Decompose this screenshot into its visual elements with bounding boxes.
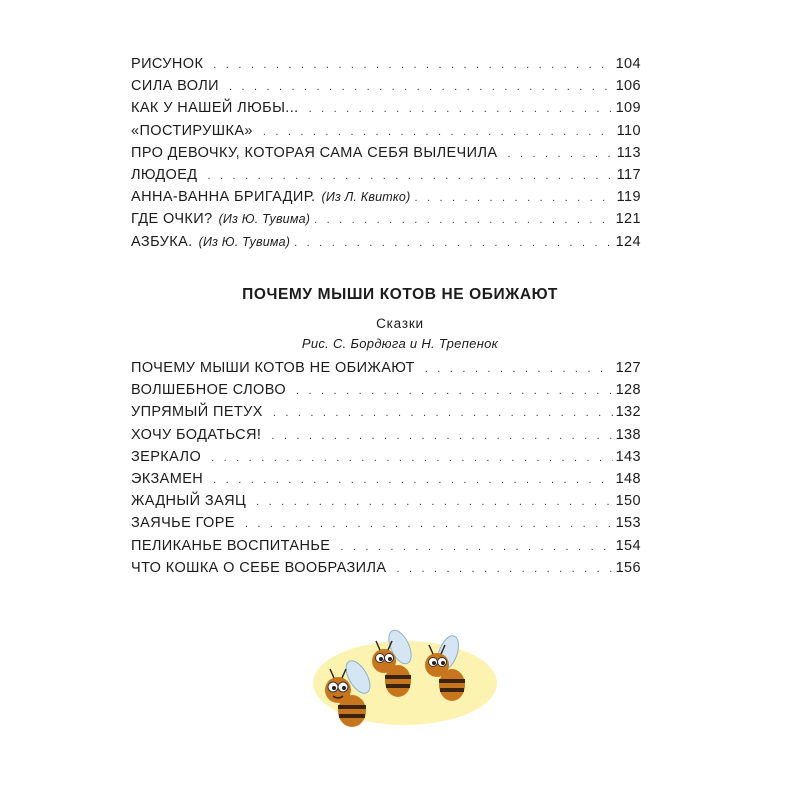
leader-dots bbox=[213, 59, 612, 71]
toc-entry-page: 154 bbox=[615, 537, 641, 554]
toc-entry-title: КАК У НАШЕЙ ЛЮБЫ... bbox=[131, 100, 299, 117]
toc-entry bbox=[131, 211, 641, 233]
three-bees-illustration bbox=[300, 625, 500, 735]
toc-entry-title: ЭКЗАМЕН bbox=[131, 470, 204, 487]
toc-entry-page: 150 bbox=[615, 493, 641, 510]
leader-dots bbox=[213, 474, 612, 486]
toc-entry bbox=[131, 167, 641, 189]
toc-entry bbox=[131, 56, 641, 78]
toc-entry-page: 124 bbox=[615, 233, 641, 250]
toc-entry-page: 153 bbox=[615, 515, 641, 532]
toc-entry bbox=[131, 560, 641, 582]
toc-entry-page: 127 bbox=[615, 360, 641, 376]
leader-dots bbox=[507, 148, 613, 160]
leader-dots bbox=[256, 496, 612, 508]
toc-entry-title: ПЕЛИКАНЬЕ ВОСПИТАНЬЕ bbox=[131, 537, 331, 554]
toc-entry-title: РИСУНОК bbox=[131, 56, 204, 72]
toc-entry bbox=[131, 123, 641, 145]
toc-entry-page: 113 bbox=[616, 144, 641, 161]
toc-entry-title: ПРО ДЕВОЧКУ, КОТОРАЯ САМА СЕБЯ ВЫЛЕЧИЛА bbox=[131, 144, 498, 161]
toc-entry bbox=[131, 189, 641, 211]
toc-entry bbox=[131, 471, 641, 493]
toc-entry-title: АННА-ВАННА БРИГАДИР. bbox=[131, 189, 316, 206]
toc-entry-page: 148 bbox=[615, 470, 641, 487]
toc-entry-page: 143 bbox=[615, 448, 641, 465]
leader-dots bbox=[229, 81, 613, 93]
leader-dots bbox=[273, 407, 613, 419]
toc-entry-page: 156 bbox=[615, 559, 641, 576]
toc-entry-title: ХОЧУ БОДАТЬСЯ! bbox=[131, 426, 262, 443]
toc-entry-page: 132 bbox=[615, 404, 641, 421]
leader-dots bbox=[208, 170, 614, 182]
toc-entry-page: 119 bbox=[616, 189, 641, 206]
toc-entry-title: ЛЮДОЕД bbox=[131, 166, 198, 183]
toc-entry-title: ПОЧЕМУ МЫШИ КОТОВ НЕ ОБИЖАЮТ bbox=[131, 360, 415, 376]
toc-entry-title: «ПОСТИРУШКА» bbox=[131, 122, 253, 139]
leader-dots bbox=[309, 103, 613, 115]
toc-entry bbox=[131, 100, 641, 122]
toc-entry-title: ВОЛШЕБНОЕ СЛОВО bbox=[131, 382, 287, 399]
toc-entry-author: (Из Ю. Тувима) bbox=[218, 212, 311, 227]
leader-dots bbox=[414, 192, 613, 204]
toc-entry bbox=[131, 404, 641, 426]
toc-entry bbox=[131, 449, 641, 471]
toc-entry-page: 121 bbox=[615, 211, 641, 228]
leader-dots bbox=[425, 363, 613, 375]
toc-entry-title: ЗЕРКАЛО bbox=[131, 448, 202, 465]
section-title: ПОЧЕМУ МЫШИ КОТОВ НЕ ОБИЖАЮТ bbox=[242, 286, 558, 303]
toc-entry bbox=[131, 538, 641, 560]
leader-dots bbox=[263, 126, 614, 138]
leader-dots bbox=[396, 563, 612, 575]
leader-dots bbox=[211, 452, 612, 464]
toc-entry-title: ЗАЯЧЬЕ ГОРЕ bbox=[131, 515, 235, 532]
toc-entry-author: (Из Л. Квитко) bbox=[321, 190, 411, 205]
toc-entry-page: 109 bbox=[615, 100, 641, 117]
toc-entry bbox=[131, 515, 641, 537]
toc-entry-title: АЗБУКА. bbox=[131, 233, 193, 250]
toc-entry-page: 106 bbox=[615, 78, 641, 95]
section-credit: Рис. С. Бордюга и Н. Трепенок bbox=[301, 336, 499, 351]
toc-entry-title: ЧТО КОШКА О СЕБЕ ВООБРАЗИЛА bbox=[131, 559, 387, 576]
toc-entry-page: 117 bbox=[616, 166, 641, 183]
toc-entry-title: ГДЕ ОЧКИ? bbox=[131, 211, 213, 228]
toc-entry bbox=[131, 493, 641, 515]
toc-entry-title: ЖАДНЫЙ ЗАЯЦ bbox=[131, 493, 247, 510]
toc-list-part-2 bbox=[131, 360, 641, 582]
toc-entry-page: 128 bbox=[615, 382, 641, 399]
leader-dots bbox=[296, 385, 613, 397]
toc-list-part-1 bbox=[131, 56, 641, 256]
toc-entry-page: 110 bbox=[616, 122, 641, 139]
toc-entry-author: (Из Ю. Тувима) bbox=[198, 234, 291, 249]
toc-entry-page: 138 bbox=[615, 426, 641, 443]
toc-entry bbox=[131, 382, 641, 404]
leader-dots bbox=[314, 214, 612, 226]
toc-entry bbox=[131, 360, 641, 382]
section-subtitle: Сказки bbox=[376, 316, 424, 331]
toc-entry bbox=[131, 145, 641, 167]
toc-entry bbox=[131, 78, 641, 100]
leader-dots bbox=[294, 237, 612, 249]
leader-dots bbox=[245, 518, 613, 530]
toc-entry-title: УПРЯМЫЙ ПЕТУХ bbox=[131, 404, 263, 421]
toc-entry-title: СИЛА ВОЛИ bbox=[131, 78, 219, 95]
toc-entry bbox=[131, 427, 641, 449]
leader-dots bbox=[340, 541, 612, 553]
toc-entry-page: 104 bbox=[615, 56, 641, 72]
leader-dots bbox=[271, 430, 612, 442]
toc-entry bbox=[131, 234, 641, 256]
